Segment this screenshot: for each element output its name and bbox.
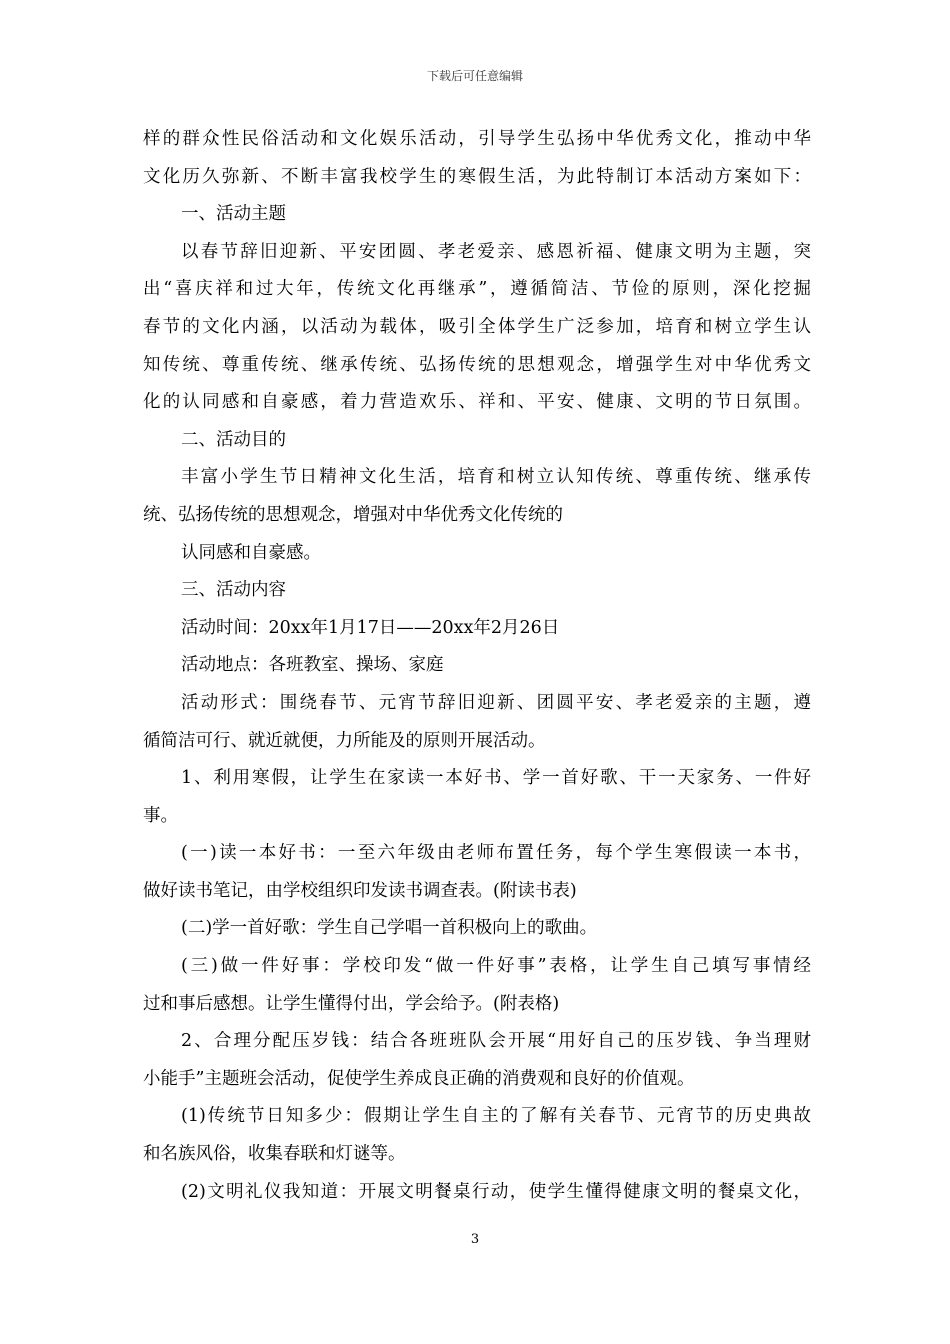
text-line: 1、利用寒假，让学生在家读一本好书、学一首好歌、干一天家务、一件好 [181, 768, 811, 789]
text-line: (三)做一件好事：学校印发“做一件好事”表格，让学生自己填写事情经 [181, 956, 811, 977]
text-line: 以春节辞旧迎新、平安团圆、孝老爱亲、感恩祈福、健康文明为主题，突 [181, 241, 811, 262]
text-line: 循简洁可行、就近就便，力所能及的原则开展活动。 [143, 730, 546, 751]
text-line: 样的群众性民俗活动和文化娱乐活动，引导学生弘扬中华优秀文化，推动中华 [143, 129, 811, 149]
text-line: 文化历久弥新、不断丰富我校学生的寒假生活，为此特制订本活动方案如下： [143, 166, 811, 187]
text-line: 事。 [143, 805, 178, 826]
text-line: 做好读书笔记，由学校组织印发读书调查表。(附读书表) [143, 880, 577, 901]
text-line: 活动地点：各班教室、操场、家庭 [181, 655, 444, 676]
text-line: 过和事后感想。让学生懂得付出，学会给予。(附表格) [143, 993, 560, 1014]
text-line: (2)文明礼仪我知道：开展文明餐桌行动，使学生懂得健康文明的餐桌文化， [181, 1181, 811, 1202]
section-heading: 三、活动内容 [181, 580, 286, 601]
text-line: 认同感和自豪感。 [181, 542, 321, 563]
text-line: 和名族风俗，收集春联和灯谜等。 [143, 1144, 406, 1165]
text-line: (1)传统节日知多少：假期让学生自主的了解有关春节、元宵节的历史典故 [181, 1106, 811, 1127]
page-header: 下载后可任意编辑 [426, 69, 523, 83]
text-line: 春节的文化内涵，以活动为载体，吸引全体学生广泛参加，培育和树立学生认 [143, 316, 811, 337]
text-line: 出“喜庆祥和过大年，传统文化再继承”，遵循简洁、节俭的原则，深化挖掘 [143, 279, 811, 300]
text-line: 小能手”主题班会活动，促使学生养成良正确的消费观和良好的价值观。 [143, 1068, 695, 1089]
text-line: 化的认同感和自豪感，着力营造欢乐、祥和、平安、健康、文明的节日氛围。 [143, 392, 811, 413]
text-line: 知传统、尊重传统、继承传统、弘扬传统的思想观念，增强学生对中华优秀文 [143, 354, 811, 375]
text-line: 活动形式：围绕春节、元宵节辞旧迎新、团圆平安、孝老爱亲的主题，遵 [181, 692, 811, 713]
section-heading: 一、活动主题 [181, 204, 286, 225]
text-line: 2、合理分配压岁钱：结合各班班队会开展“用好自己的压岁钱、争当理财 [181, 1031, 811, 1052]
page-number: 3 [470, 1232, 480, 1247]
text-line: 活动时间：20xx年1月17日——20xx年2月26日 [181, 617, 560, 638]
text-line: (二)学一首好歌：学生自己学唱一首积极向上的歌曲。 [181, 918, 598, 939]
text-line: (一)读一本好书：一至六年级由老师布置任务，每个学生寒假读一本书， [181, 843, 811, 864]
text-line: 丰富小学生节日精神文化生活，培育和树立认知传统、尊重传统、继承传 [181, 467, 811, 488]
body-text [143, 121, 811, 1211]
section-heading: 二、活动目的 [181, 429, 286, 450]
text-line: 统、弘扬传统的思想观念，增强对中华优秀文化传统的 [143, 504, 563, 525]
